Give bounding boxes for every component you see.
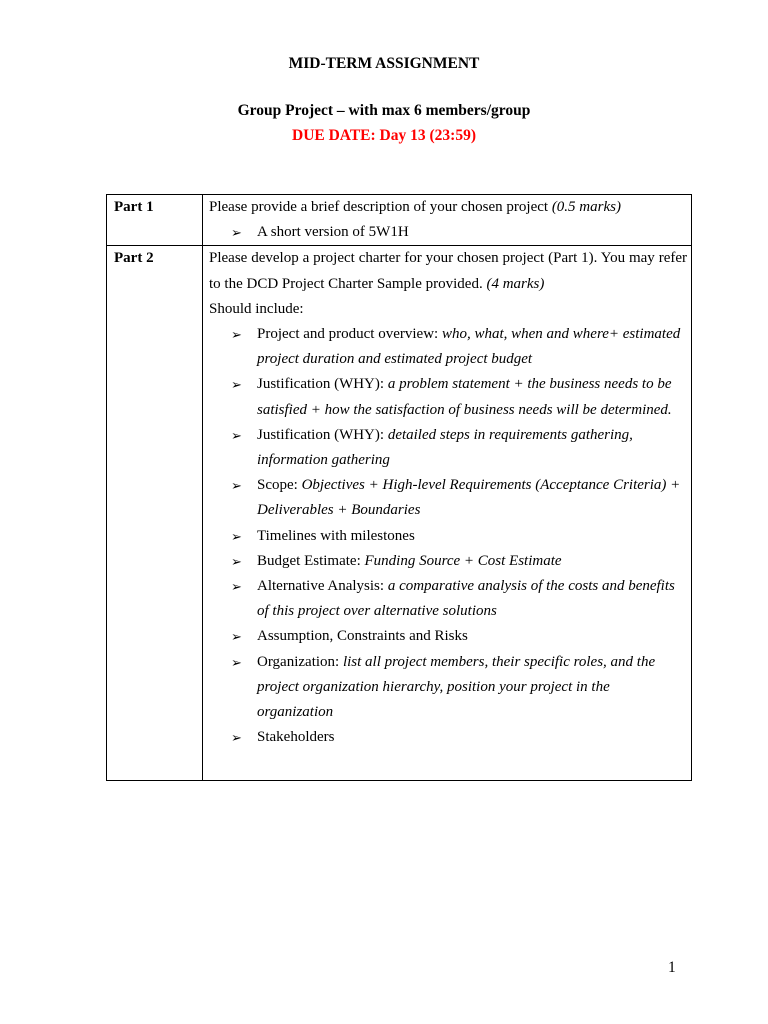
part2-intro-text: Please develop a project charter for your chosen project (Part 1). You may refer to the DCD Project Charter Sample provided.	[209, 250, 687, 292]
arrow-bullet-icon: ➢	[231, 553, 242, 569]
item-text: Stakeholders	[257, 729, 335, 746]
item-detail: a comparative analysis of the costs and benefits of this project over alternative solutions	[257, 578, 675, 620]
part1-intro	[209, 195, 687, 220]
arrow-bullet-icon: ➢	[231, 478, 242, 494]
list-item	[231, 322, 687, 372]
arrow-bullet-icon: ➢	[231, 730, 242, 746]
item-detail: Funding Source + Cost Estimate	[364, 552, 562, 569]
item-text: Scope:	[257, 477, 302, 494]
part2-list	[209, 322, 687, 750]
item-text: Organization:	[257, 653, 343, 670]
part1-label: Part 1	[107, 195, 203, 246]
list-item	[231, 423, 687, 473]
item-text: Justification (WHY):	[257, 426, 388, 443]
part1-list	[209, 220, 687, 245]
part2-body	[203, 246, 692, 781]
part2-should-include: Should include:	[209, 300, 304, 317]
page-number: 1	[668, 959, 676, 976]
part1-body	[203, 195, 692, 246]
table-row-part2	[107, 246, 692, 781]
arrow-bullet-icon: ➢	[231, 225, 242, 241]
arrow-bullet-icon: ➢	[231, 528, 242, 544]
list-item	[231, 624, 687, 649]
arrow-bullet-icon: ➢	[231, 377, 242, 393]
arrow-bullet-icon: ➢	[231, 654, 242, 670]
part1-marks: (0.5 marks)	[551, 199, 621, 215]
item-detail: who, what, when and where+ estimated project duration and estimated project budget	[257, 326, 681, 368]
list-item	[231, 725, 687, 750]
list-item	[231, 549, 687, 574]
item-text: Timelines with milestones	[257, 527, 415, 544]
arrow-bullet-icon: ➢	[231, 579, 242, 595]
arrow-bullet-icon: ➢	[231, 427, 242, 443]
list-item	[231, 473, 687, 523]
item-detail: a problem statement + the business needs to be satisfied + how the satisfaction of business needs will be determined.	[257, 376, 672, 418]
part2-marks: (4 marks)	[486, 275, 545, 292]
list-item	[231, 372, 687, 422]
item-text: Alternative Analysis:	[257, 578, 388, 595]
part2-intro	[209, 246, 687, 296]
arrow-bullet-icon: ➢	[231, 327, 242, 343]
item-text: Budget Estimate:	[257, 552, 365, 569]
list-item	[231, 524, 687, 549]
assignment-table	[106, 194, 692, 781]
page-title: MID-TERM ASSIGNMENT	[288, 55, 480, 72]
item-detail: detailed steps in requirements gathering, information gathering	[257, 426, 633, 469]
item-text: Assumption, Constraints and Risks	[257, 628, 468, 645]
item-detail: list all project members, their specific roles, and the project organization hierarchy, position your project in the organization	[257, 653, 656, 721]
list-item	[231, 650, 687, 726]
arrow-bullet-icon: ➢	[231, 629, 242, 645]
due-date: DUE DATE: Day 13 (23:59)	[292, 127, 476, 144]
item-detail: Objectives + High-level Requirements (Acceptance Criteria) + Deliverables + Boundaries	[257, 477, 681, 519]
part1-intro-text: Please provide a brief description of your chosen project	[209, 199, 552, 215]
part2-label: Part 2	[107, 246, 203, 781]
page-subtitle: Group Project – with max 6 members/group	[237, 102, 531, 119]
item-text: A short version of 5W1H	[257, 224, 409, 241]
table-row-part1	[107, 195, 692, 246]
list-item	[231, 574, 687, 624]
item-text: Justification (WHY):	[257, 376, 388, 393]
list-item	[231, 220, 687, 245]
item-text: Project and product overview:	[257, 326, 442, 343]
